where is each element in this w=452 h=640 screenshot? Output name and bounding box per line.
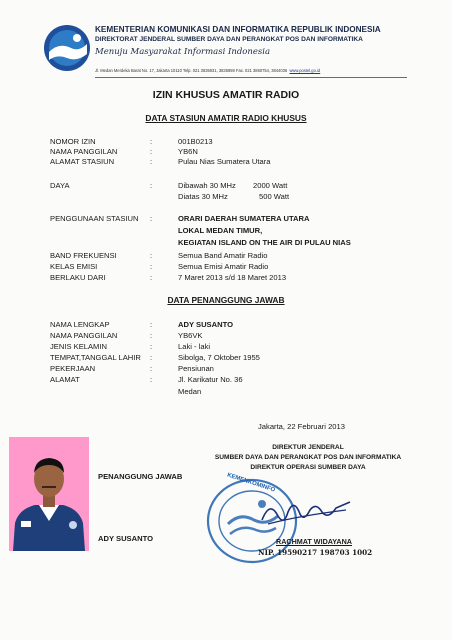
- field-value: Pulau Nias Sumatera Utara: [178, 157, 271, 166]
- field-colon: :: [150, 353, 153, 362]
- field-value: YB6VK: [178, 331, 203, 340]
- field-colon: :: [150, 320, 153, 329]
- document-title: IZIN KHUSUS AMATIR RADIO: [152, 89, 300, 101]
- person-illustration: [9, 437, 89, 551]
- power-above-30: Diatas 30 MHz: [178, 192, 228, 201]
- field-label: TEMPAT,TANGGAL LAHIR: [50, 353, 141, 362]
- power-above-30-watt: 500 Watt: [259, 192, 290, 201]
- field-value: 001B0213: [178, 137, 213, 146]
- field-colon: :: [150, 157, 153, 166]
- field-label: NAMA PANGGILAN: [50, 147, 118, 156]
- field-label: PEKERJAAN: [50, 364, 96, 373]
- field-value: Semua Emisi Amatir Radio: [178, 262, 269, 271]
- stamp-text: KEMENKOMINFO: [226, 472, 276, 494]
- signer-title: DIREKTUR OPERASI SUMBER DAYA: [250, 464, 366, 471]
- ministry-name: KEMENTERIAN KOMUNIKASI DAN INFORMATIKA REPUBLIK INDONESIA: [95, 25, 381, 34]
- field-value: YB6N: [178, 147, 198, 156]
- field-label: NOMOR IZIN: [50, 137, 96, 146]
- field-colon: :: [150, 147, 153, 156]
- address-text: Jl. Medan Merdeka Barat No. 17, Jakarta 10110 Telp. 021 3835931, 3835959 Fax. 021 3860754, 3844036: [95, 68, 288, 73]
- letterhead-address: [95, 68, 320, 73]
- field-colon: :: [150, 262, 153, 271]
- field-value: Sibolga, 7 Oktober 1955: [178, 353, 260, 362]
- field-colon: :: [150, 137, 153, 146]
- signer-title: DIREKTUR JENDERAL: [272, 444, 344, 451]
- responsible-label: PENANGGUNG JAWAB: [98, 472, 183, 481]
- field-label: ALAMAT: [50, 375, 80, 384]
- owner-photo: [9, 437, 89, 551]
- field-value: 7 Maret 2013 s/d 18 Maret 2013: [178, 273, 287, 282]
- usage-label: PENGGUNAAN STASIUN: [50, 214, 139, 223]
- field-colon: :: [150, 331, 153, 340]
- station-section-heading: DATA STASIUN AMATIR RADIO KHUSUS: [145, 113, 307, 123]
- usage-line: ORARI DAERAH SUMATERA UTARA: [178, 214, 310, 223]
- field-colon: :: [150, 181, 153, 190]
- usage-line: LOKAL MEDAN TIMUR,: [178, 226, 263, 235]
- directorate-name: DIREKTORAT JENDERAL SUMBER DAYA DAN PERANGKAT POS DAN INFORMATIKA: [95, 36, 363, 43]
- signer-nip: NIP. 19590217 198703 1002: [258, 548, 373, 557]
- field-colon: :: [150, 251, 153, 260]
- owner-section-heading: DATA PENANGGUNG JAWAB: [167, 295, 285, 305]
- handwritten-signature: [258, 490, 354, 530]
- signer-title: SUMBER DAYA DAN PERANGKAT POS DAN INFORMATIKA: [214, 454, 402, 461]
- field-colon: :: [150, 273, 153, 282]
- header-divider: [95, 77, 407, 78]
- field-label: BERLAKU DARI: [50, 273, 106, 282]
- power-label: DAYA: [50, 181, 70, 190]
- signer-name: RACHMAT WIDAYANA: [276, 537, 352, 546]
- field-value: Jl. Karikatur No. 36: [178, 375, 243, 384]
- ministry-logo: [43, 24, 91, 72]
- address-line-2: Medan: [178, 387, 202, 396]
- field-value: Semua Band Amatir Radio: [178, 251, 268, 260]
- field-label: ALAMAT STASIUN: [50, 157, 115, 166]
- field-value: Laki - laki: [178, 342, 211, 351]
- field-colon: :: [150, 375, 153, 384]
- field-label: NAMA PANGGILAN: [50, 331, 118, 340]
- website-link[interactable]: www.postel.go.id: [289, 68, 321, 73]
- field-colon: :: [150, 214, 153, 223]
- ministry-motto: Menuju Masyarakat Informasi Indonesia: [95, 47, 271, 57]
- power-below-30: Dibawah 30 MHz: [178, 181, 236, 190]
- field-label: KELAS EMISI: [50, 262, 98, 271]
- field-label: NAMA LENGKAP: [50, 320, 110, 329]
- field-label: BAND FREKUENSI: [50, 251, 117, 260]
- place-date: Jakarta, 22 Februari 2013: [258, 422, 345, 431]
- responsible-name: ADY SUSANTO: [98, 534, 153, 543]
- field-label: JENIS KELAMIN: [50, 342, 107, 351]
- usage-line: KEGIATAN ISLAND ON THE AIR DI PULAU NIAS: [178, 238, 351, 247]
- power-below-30-watt: 2000 Watt: [253, 181, 288, 190]
- field-colon: :: [150, 342, 153, 351]
- field-colon: :: [150, 364, 153, 373]
- field-value: ADY SUSANTO: [178, 320, 233, 329]
- field-value: Pensiunan: [178, 364, 214, 373]
